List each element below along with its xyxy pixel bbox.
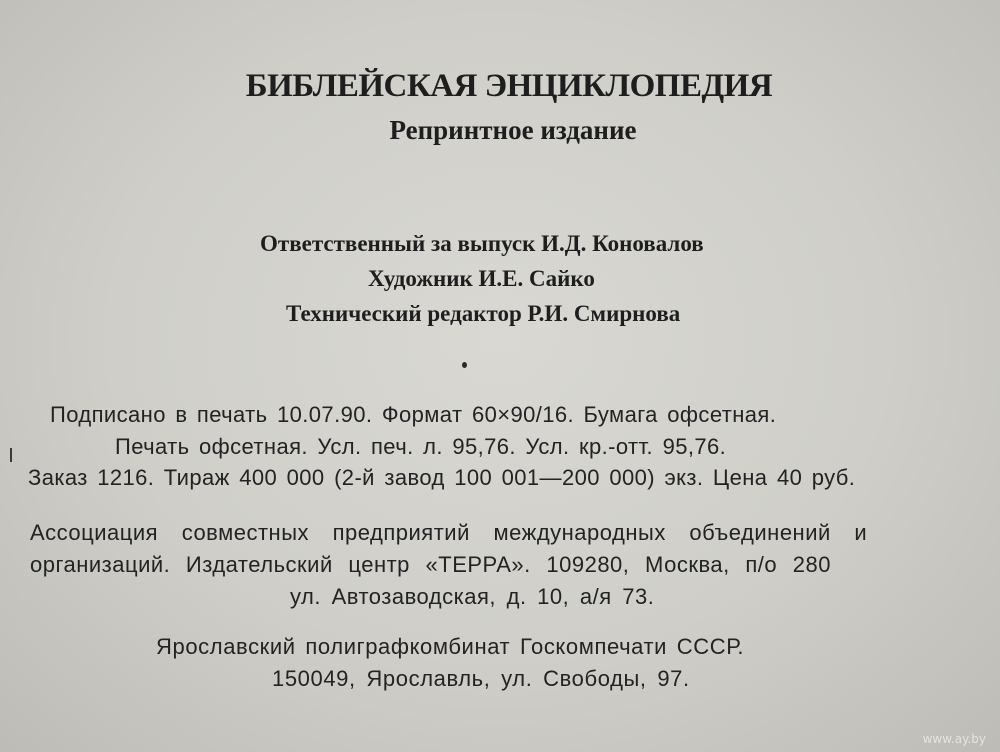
printer-line-1: Ярославский полиграфкомбинат Госкомпечати СССР. bbox=[156, 634, 745, 659]
ink-dot-mark bbox=[462, 362, 467, 368]
book-title: БИБЛЕЙСКАЯ ЭНЦИКЛОПЕДИЯ bbox=[245, 68, 773, 104]
printer-line-2: 150049, Ярославль, ул. Свободы, 97. bbox=[272, 666, 690, 691]
imprint-line-order: Заказ 1216. Тираж 400 000 (2-й завод 100 001—200 000) экз. Цена 40 руб. bbox=[28, 465, 856, 490]
credit-responsible-editor: Ответственный за выпуск И.Д. Коновалов bbox=[260, 231, 704, 256]
credit-artist: Художник И.Е. Сайко bbox=[368, 266, 595, 291]
imprint-line-signed: Подписано в печать 10.07.90. Формат 60×90/16. Бумага офсетная. bbox=[50, 402, 777, 427]
credit-technical-editor: Технический редактор Р.И. Смирнова bbox=[286, 301, 681, 326]
publisher-line-2: организаций. Издательский центр «ТЕРРА». 109280, Москва, п/о 280 bbox=[30, 552, 831, 577]
publisher-line-1: Ассоциация совместных предприятий международных объединений и bbox=[30, 520, 868, 545]
site-watermark: www.ay.by bbox=[922, 732, 986, 746]
publisher-line-3: ул. Автозаводская, д. 10, а/я 73. bbox=[290, 584, 655, 609]
imprint-line-printing: Печать офсетная. Усл. печ. л. 95,76. Усл. кр.-отт. 95,76. bbox=[115, 434, 727, 459]
book-subtitle: Репринтное издание bbox=[389, 115, 637, 145]
margin-mark bbox=[10, 448, 12, 462]
